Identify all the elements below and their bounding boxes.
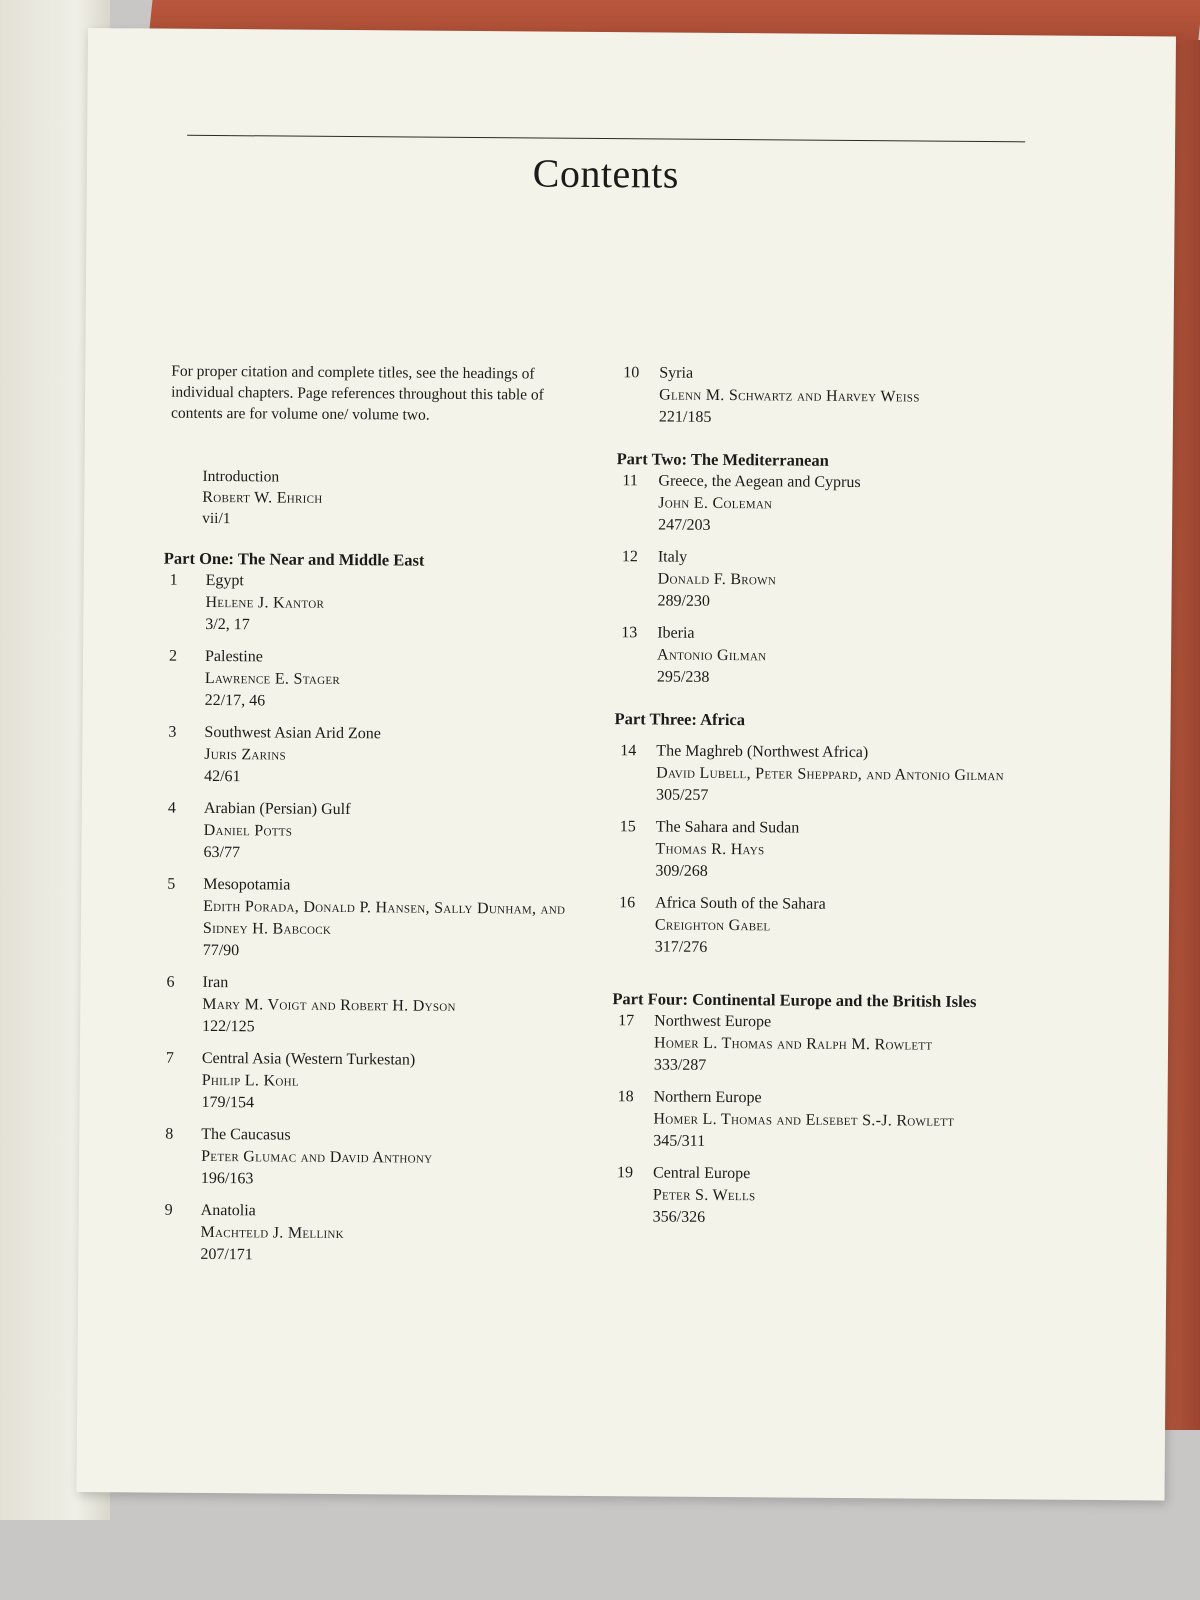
chapter-pages: 305/257: [655, 786, 709, 804]
chapter-pages: 289/230: [657, 592, 711, 610]
part-heading: Part Two: The Mediterranean: [616, 449, 829, 470]
chapter-authors: Peter Glumac and David Anthony: [201, 1147, 433, 1167]
chapter-pages: 63/77: [203, 843, 241, 862]
chapter-pages: 356/326: [652, 1208, 706, 1226]
chapter-authors: Creighton Gabel: [654, 916, 771, 935]
header-rule: [187, 135, 1025, 143]
chapter-entry: [160, 972, 601, 1041]
chapter-title: Anatolia: [200, 1201, 256, 1220]
chapter-number: 2: [169, 647, 178, 665]
chapter-title: Central Asia (Western Turkestan): [201, 1049, 416, 1069]
chapter-number: 15: [619, 818, 636, 836]
chapter-number: 12: [621, 548, 638, 566]
chapter-number: 7: [165, 1049, 174, 1067]
chapter-entry: [615, 546, 1086, 616]
chapter-pages: vii/1: [202, 509, 231, 528]
chapter-title: Arabian (Persian) Gulf: [203, 799, 351, 819]
chapter-title: Central Europe: [652, 1164, 751, 1183]
chapter-pages: 196/163: [200, 1169, 254, 1188]
chapter-authors: Peter S. Wells: [652, 1186, 756, 1205]
chapter-pages: 221/185: [658, 408, 712, 426]
chapter-entry: [611, 1086, 1082, 1156]
chapter-number: 5: [167, 875, 176, 893]
chapter-authors: Lawrence E. Stager: [204, 669, 341, 688]
chapter-number: 1: [169, 571, 178, 589]
chapter-authors: John E. Coleman: [658, 494, 773, 513]
chapter-pages: 77/90: [202, 941, 240, 960]
chapter-authors: Daniel Potts: [203, 821, 293, 840]
left-column: [158, 548, 604, 1269]
chapter-title: The Caucasus: [201, 1125, 291, 1144]
chapter-title: Southwest Asian Arid Zone: [204, 723, 381, 743]
chapter-pages: 122/125: [202, 1017, 255, 1036]
chapter-number: 18: [617, 1088, 634, 1106]
chapter-authors: Machteld J. Mellink: [200, 1223, 345, 1243]
chapter-number: 3: [168, 723, 177, 741]
citation-note: For proper citation and complete titles, see the headings of individual chapters. Page references throughout this table of contents are for volume one/ volume two.: [170, 362, 544, 424]
chapter-authors: Juris Zarins: [204, 745, 287, 764]
right-column: [611, 362, 1088, 1232]
chapter-entry: [159, 1124, 600, 1193]
chapter-entry: [158, 1200, 599, 1269]
chapter-number: 16: [619, 894, 636, 912]
chapter-entry: [613, 816, 1084, 886]
chapter-authors: Edith Porada, Donald P. Hansen, Sally Dunham, and Sidney H. Babcock: [202, 897, 566, 938]
chapter-entry: [163, 646, 604, 715]
chapter-pages: 207/171: [200, 1245, 253, 1264]
chapter-authors: Mary M. Voigt and Robert H. Dyson: [202, 995, 456, 1015]
chapter-number: 10: [623, 364, 640, 382]
chapter-title: Mesopotamia: [203, 875, 291, 894]
chapter-authors: Helene J. Kantor: [205, 593, 325, 612]
chapter-entry: [163, 570, 604, 639]
chapter-title: Northern Europe: [653, 1088, 762, 1107]
chapter-number: 19: [616, 1164, 634, 1182]
chapter-number: 9: [164, 1201, 173, 1219]
chapter-authors: Thomas R. Hays: [655, 840, 765, 859]
chapter-title: Iran: [202, 973, 229, 992]
chapter-pages: 295/238: [656, 668, 710, 686]
chapter-entry: [159, 1048, 600, 1117]
chapter-authors: Homer L. Thomas and Ralph M. Rowlett: [653, 1034, 933, 1054]
chapter-entry: [613, 892, 1084, 962]
chapter-pages: 247/203: [658, 516, 711, 534]
chapter-title: Syria: [659, 364, 694, 382]
chapter-pages: 3/2, 17: [205, 615, 250, 634]
chapter-pages: 309/268: [655, 862, 708, 880]
chapter-number: 13: [621, 624, 638, 642]
contents-page: [77, 28, 1176, 1500]
chapter-authors: Robert W. Ehrich: [202, 488, 323, 507]
chapter-pages: 179/154: [201, 1093, 255, 1112]
chapter-number: 8: [165, 1125, 174, 1143]
chapter-title: Egypt: [205, 571, 244, 590]
chapter-number: 17: [618, 1012, 635, 1030]
chapter-authors: Antonio Gilman: [657, 646, 767, 665]
chapter-pages: 22/17, 46: [204, 691, 266, 710]
chapter-entry: [617, 362, 1088, 432]
chapter-number: 14: [620, 742, 637, 760]
chapter-title: The Maghreb (Northwest Africa): [656, 742, 869, 762]
chapter-pages: 345/311: [653, 1132, 706, 1150]
chapter-entry: [612, 1010, 1083, 1080]
chapter-title: Greece, the Aegean and Cyprus: [658, 472, 861, 492]
chapter-title: Africa South of the Sahara: [655, 894, 826, 913]
chapter-title: Italy: [657, 548, 688, 566]
chapter-title: The Sahara and Sudan: [655, 818, 800, 837]
chapter-entry: [615, 622, 1086, 692]
part-heading: Part Three: Africa: [614, 709, 746, 730]
chapter-entry: [614, 740, 1085, 810]
page-title: Contents: [532, 150, 680, 197]
chapter-pages: 42/61: [204, 767, 241, 786]
chapter-authors: Donald F. Brown: [657, 570, 777, 589]
chapter-authors: Glenn M. Schwartz and Harvey Weiss: [659, 386, 920, 406]
chapter-pages: 333/287: [653, 1056, 707, 1074]
chapter-title: Northwest Europe: [654, 1012, 772, 1031]
chapter-title: Palestine: [205, 647, 263, 666]
chapter-entry: [616, 470, 1087, 540]
chapter-entry: [161, 874, 602, 965]
part-heading: Part One: The Near and Middle East: [163, 548, 425, 570]
chapter-title: Iberia: [657, 624, 695, 642]
chapter-title: Introduction: [202, 467, 280, 486]
chapter-number: 11: [622, 472, 638, 490]
introduction-entry: [202, 466, 582, 532]
chapter-entry: [161, 798, 602, 867]
chapter-authors: Homer L. Thomas and Elsebet S.-J. Rowlett: [653, 1110, 955, 1130]
chapter-entry: [611, 1162, 1082, 1232]
chapter-entry: [162, 722, 603, 791]
chapter-authors: Philip L. Kohl: [201, 1071, 299, 1090]
chapter-pages: 317/276: [654, 938, 708, 956]
chapter-number: 4: [167, 799, 176, 817]
chapter-authors: David Lubell, Peter Sheppard, and Antonio Gilman: [656, 764, 1004, 785]
chapter-number: 6: [166, 973, 175, 991]
part-heading: Part Four: Continental Europe and the British Isles: [612, 989, 977, 1012]
